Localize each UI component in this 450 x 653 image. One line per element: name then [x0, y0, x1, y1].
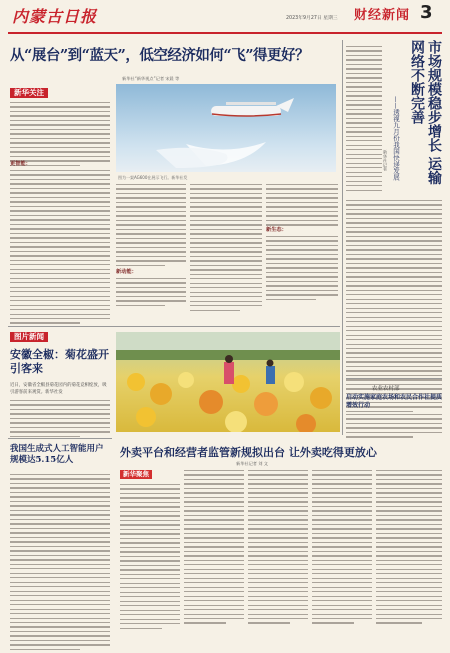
lead-photo-caption: 图为一架AG600在展示飞行。新华社发	[118, 175, 188, 180]
bottom-story-byline: 新华社记者 刘 文	[236, 461, 268, 466]
masthead-rule	[8, 32, 442, 34]
section-tag-photo-news: 图片新闻	[10, 332, 48, 342]
lead-column-4-text	[266, 184, 338, 229]
lead-byline: 新华社“新华视点”记者 宋晨 等	[122, 76, 180, 81]
right-column-byline: 新华社记者	[383, 150, 388, 171]
seaplane-illustration	[116, 84, 336, 172]
section-tag-xinhua: 新华关注	[10, 88, 48, 98]
flower-field-illustration	[116, 332, 340, 432]
issue-date: 2023年9月27日 星期三	[286, 16, 338, 21]
right-column-divider	[342, 40, 343, 435]
bottom-story-column-2	[184, 470, 244, 627]
newspaper-logo: 内蒙古日报	[12, 7, 98, 26]
small-story-title: 启动实施家庭农场和农民合作社提质增效行动	[346, 394, 443, 409]
section-tag-xinhua-focus: 新华聚焦	[120, 470, 152, 479]
lead-column-2-text-b	[116, 278, 186, 309]
small-story-rule	[346, 378, 442, 379]
lead-photo-seaplane	[116, 84, 336, 172]
lead-column-1-text-b	[10, 170, 110, 327]
right-column-text-top	[346, 46, 382, 194]
right-column-headline: 市场规模稳步增长 运输网络不断完善	[409, 40, 442, 185]
lead-subhead-2: 新动能：	[116, 269, 137, 275]
lead-subhead-1: 更智能：	[10, 161, 31, 167]
ai-story-rule	[8, 438, 112, 439]
photo-news-title: 安徽全椒：菊花盛开引客来	[10, 348, 109, 375]
bottom-story-column-4	[312, 470, 372, 627]
page-number: 3	[420, 2, 433, 23]
bottom-story-column-5	[376, 470, 442, 627]
masthead	[0, 0, 450, 38]
bottom-story-column-1	[120, 484, 180, 632]
lead-column-3-text	[190, 184, 262, 314]
bottom-story-column-3	[248, 470, 308, 627]
small-story-text	[346, 414, 442, 441]
lead-column-2-text	[116, 184, 186, 269]
ai-story-text	[10, 474, 110, 653]
lead-headline: 从“展台”到“蓝天”，低空经济如何“飞”得更好？	[10, 47, 310, 64]
photo-news-caption-lines	[10, 400, 110, 440]
bottom-story-headline: 外卖平台和经营者监管新规拟出台 让外卖吃得更放心	[120, 446, 377, 459]
ai-story-title: 我国生成式人工智能用户规模达5.15亿人	[10, 444, 104, 465]
right-column-subtitle: ——透视九月份我国快递发展	[392, 96, 400, 181]
right-column-text	[346, 200, 442, 415]
lead-subhead-3: 新生态：	[266, 227, 287, 233]
photo-news-caption: 近日，安徽省全椒县菊花园内的菊花竞相绽放，吸引游客前来观赏。新华社发	[10, 383, 107, 395]
photo-news-rule	[8, 326, 340, 327]
lead-column-4-text-b	[266, 236, 338, 303]
section-name: 财经新闻	[354, 8, 411, 23]
chrysanthemum-photo	[116, 332, 340, 432]
small-story-kicker: 农业农村部	[372, 386, 400, 392]
